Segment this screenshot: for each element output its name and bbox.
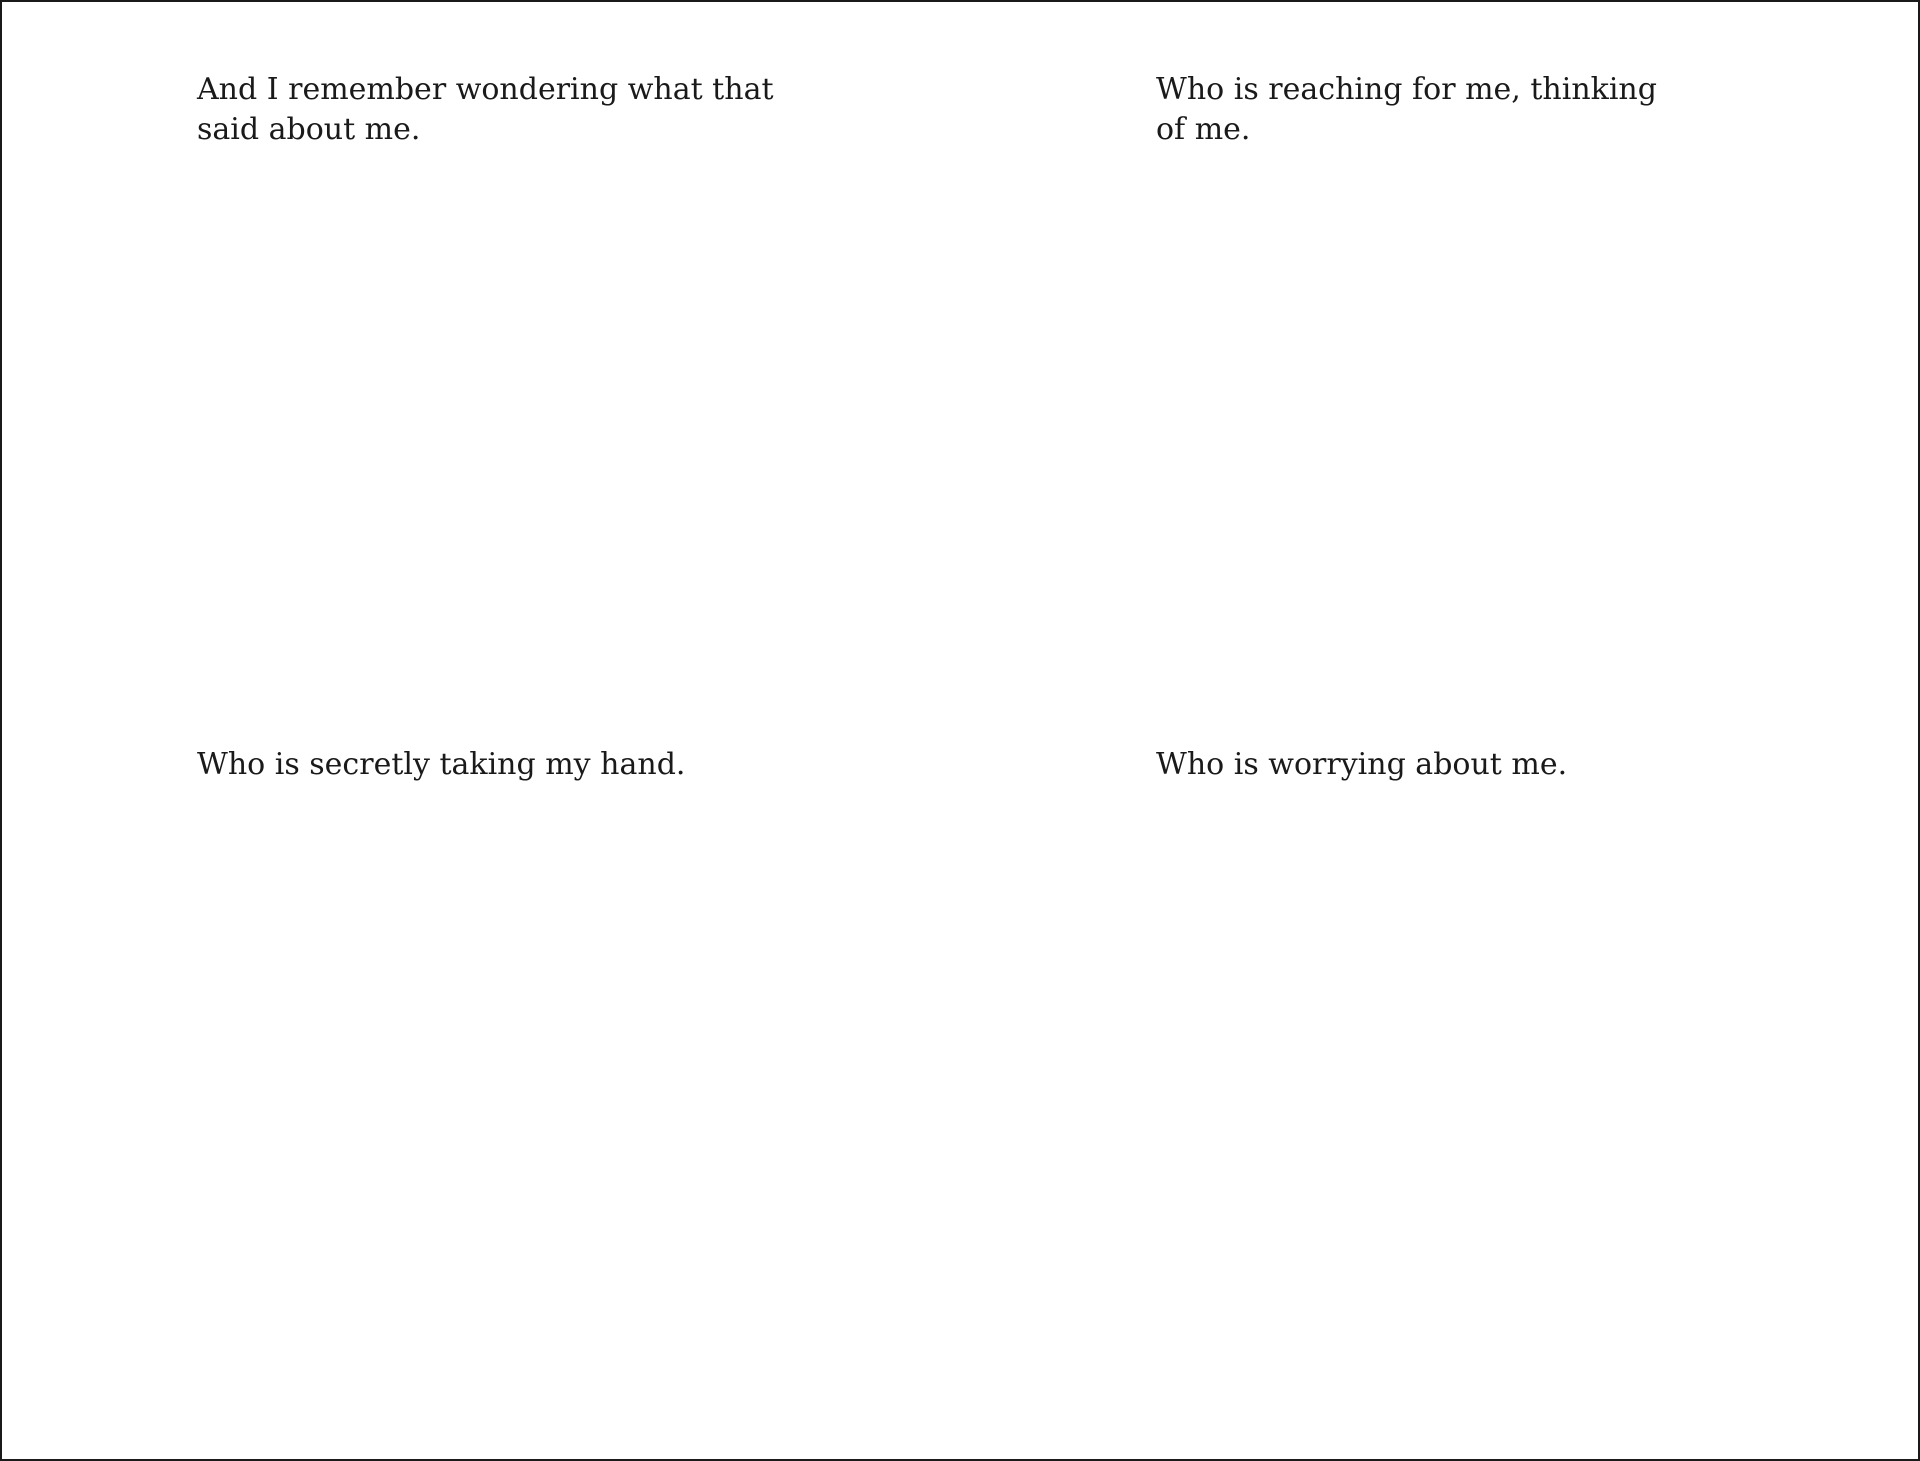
- passage-bottom-left: [197, 745, 685, 785]
- passage-line: said about me.: [197, 112, 421, 147]
- passage-line: Who is worrying about me.: [1156, 747, 1568, 782]
- passage-bottom-right: [1156, 745, 1567, 785]
- passage-line: of me.: [1156, 112, 1251, 147]
- passage-line: And I remember wondering what that: [197, 72, 774, 107]
- passage-line: Who is secretly taking my hand.: [197, 747, 686, 782]
- passage-top-left: [197, 70, 774, 150]
- passage-line: Who is reaching for me, thinking: [1156, 72, 1657, 107]
- passage-top-right: [1156, 70, 1657, 150]
